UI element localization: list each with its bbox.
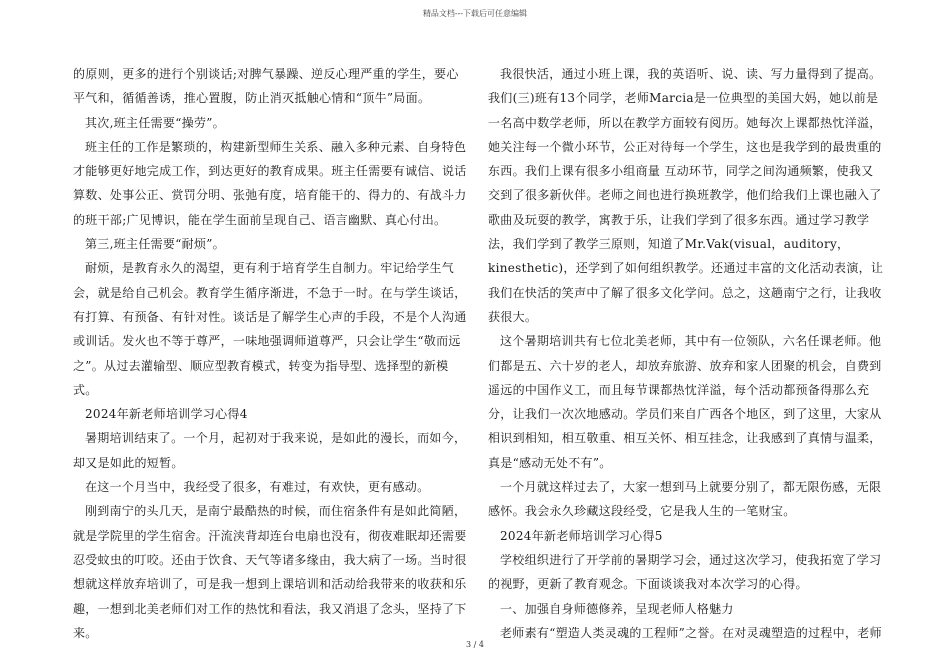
paragraph: 学校组织进行了开学前的暑期学习会，通过这次学习，使我拓宽了学习的视野，更新了教育观念。下面谈谈我对本次学习的心得。 <box>488 552 882 592</box>
paragraph: 我很快活，通过小班上课，我的英语听、说、读、写力量得到了提高。我们(三)班有13个同学，老师Marcia是一位典型的美国大妈，她以前是一名高中数学老师，所以在教学方面较有阅历。她每次上课都热忱洋溢，她关注每一个微小环节，公正对待每一个学生，这也是我学到的最贵重的东西。我们上课有很多小组商量 互动环节，同学之间沟通频繁，使我又交到了很多新伙伴。老师之间也进行换班教学，他们给我们上课也融入了歌曲及玩耍的教学，寓教于乐，让我们学到了很多东西。通过学习教学法，我们学到了教学三原则，知道了Mr.Vak(visual，auditory，kinesthetic)，还学到了如何组织教学。还通过丰富的文化活动表演，让我们在快活的笑声中了解了很多文化学问。总之，这趟南宁之行，让我收获很大。 <box>488 67 884 324</box>
left-column <box>73 62 469 645</box>
paragraph: 这个暑期培训共有七位北美老师，其中有一位领队，六名任课老师。他们都是五、六十岁的老人，却放弃旅游、放弃和家人团聚的机会，自费到遥远的中国作义工，而且每节课都热忱洋溢，每个活动都预备得那么充分，让我们一次次地感动。学员们来自广西各个地区，到了这里，大家从相识到相知，相互敬重、相互关怀、相互挂念，让我感到了真情与温柔，真是“感动无处不有”。 <box>488 334 882 470</box>
paragraph: 的原则，更多的进行个别谈话;对脾气暴躁、逆反心理严重的学生，要心平气和，循循善诱，推心置腹，防止消灭抵触心情和“顶牛”局面。 <box>73 67 459 106</box>
paragraph: 2024年新老师培训学习心得4 <box>85 407 248 422</box>
paragraph: 2024年新老师培训学习心得5 <box>500 528 663 543</box>
paragraph: 班主任的工作是繁琐的，构建新型师生关系、融入多种元素、自身特色才能够更好地完成工作，到达更好的教育成果。班主任需要有诚信、说话算数、处事公正、赏罚分明、张弛有度，培育能干的、得力的、有战斗力的班干部;广见博识，能在学生面前呈现自己、语言幽默、真心付出。 <box>73 139 467 227</box>
paragraph: 暑期培训结束了。一个月，起初对于我来说，是如此的漫长，而如今，却又是如此的短暂。 <box>73 431 467 470</box>
page-number: 3 / 4 <box>466 640 484 649</box>
paragraph: 老师素有“塑造人类灵魂的工程师”之誉。在对灵魂塑造的过程中，老师 <box>500 625 882 640</box>
paragraph: 耐烦，是教育永久的渴望，更有利于培育学生自制力。牢记给学生气会，就是给自己机会。教育学生循序渐进，不急于一时。在与学生谈话，有打算、有预备、有针对性。谈话是了解学生心声的手段，不是个人沟通或训话。发火也不等于尊严，一味地强调师道尊严，只会让学生“敬而远之”。从过去灌输型、顺应型教育模式，转变为指导型、选择型的新模式。 <box>73 261 467 397</box>
paragraph: 第三,班主任需要“耐烦”。 <box>85 237 225 252</box>
paragraph: 一个月就这样过去了，大家一想到马上就要分别了，都无限伤感，无限感怀。我会永久珍藏这段经受，它是我人生的一笔财宝。 <box>488 480 882 519</box>
paragraph: 其次,班主任需要“操劳”。 <box>85 115 225 130</box>
right-column <box>488 62 884 645</box>
page-header: 精品文档---下载后可任意编辑 <box>422 9 528 18</box>
paragraph: 刚到南宁的头几天，是南宁最酷热的时候，而住宿条件有是如此简陋，就是学院里的学生宿舍。汗流浃背却连台电扇也没有，彻夜难眠却还需要忍受蚊虫的叮咬。还由于饮食、天气等诸多缘由，我大病了一场。当时很想就这样放弃培训了，可是我一想到上课培训和活动给我带来的收获和乐趣，一想到北美老师们对工作的热忱和看法，我又消退了念头，坚持了下来。 <box>73 504 467 640</box>
paragraph: 一、加强自身师德修养，呈现老师人格魅力 <box>500 601 734 616</box>
paragraph: 在这一个月当中，我经受了很多，有难过，有欢快，更有感动。 <box>85 480 430 495</box>
